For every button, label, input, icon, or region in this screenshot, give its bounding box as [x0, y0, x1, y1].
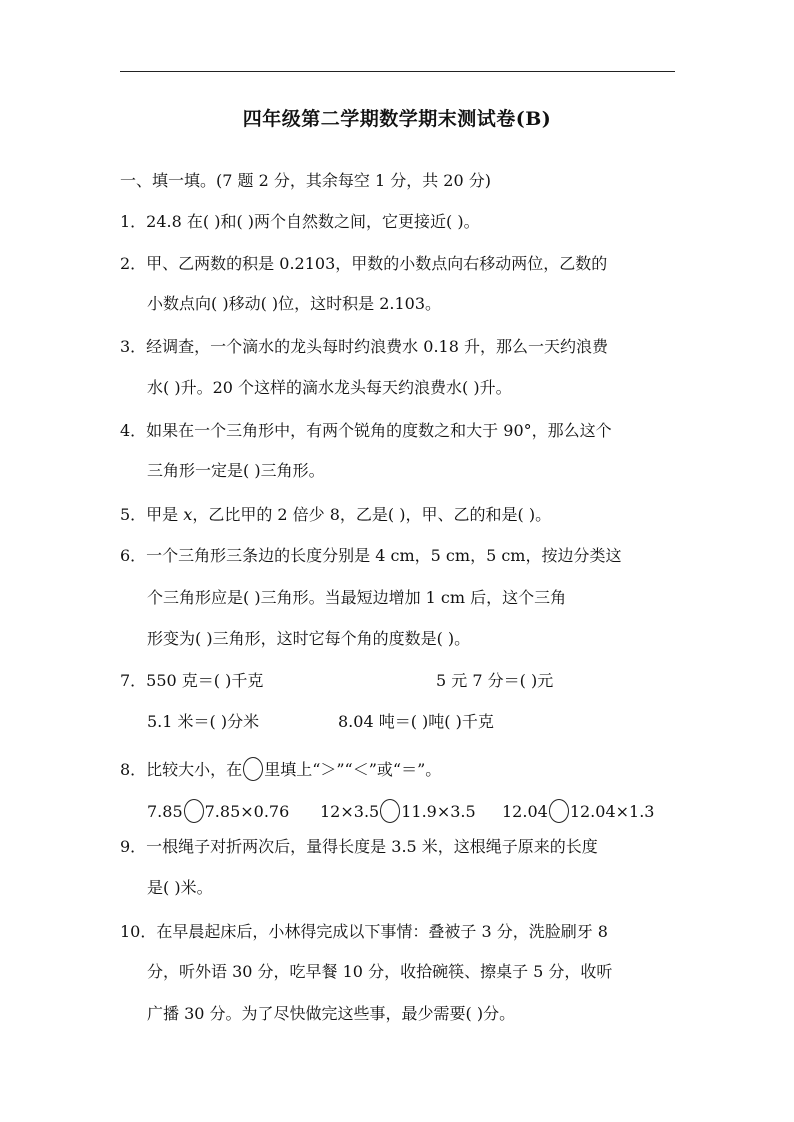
question-1: 1．24.8 在( )和( )两个自然数之间，它更接近( )。 [120, 212, 480, 231]
question-4-line-1: 4．如果在一个三角形中，有两个锐角的度数之和大于 90°，那么这个 [120, 421, 612, 440]
compare-1-left: 7.85 [147, 802, 183, 821]
section-heading: 一、填一填。(7 题 2 分，其余每空 1 分，共 20 分) [120, 171, 491, 190]
question-9-line-2: 是( )米。 [147, 878, 213, 897]
question-8 [120, 757, 441, 781]
question-3-line-2: 水( )升。20 个这样的滴水龙头每天约浪费水( )升。 [147, 378, 512, 397]
question-6-line-1: 6．一个三角形三条边的长度分别是 4 cm，5 cm，5 cm，按边分类这 [120, 546, 622, 565]
question-6-line-2: 个三角形应是( )三角形。当最短边增加 1 cm 后，这个三角 [147, 588, 567, 607]
question-3-line-1: 3．经调查，一个滴水的龙头每时约浪费水 0.18 升，那么一天约浪费 [120, 337, 608, 356]
compare-1-right: 7.85×0.76 [204, 802, 290, 821]
question-7-item-2: 5 元 7 分＝( )元 [436, 671, 554, 690]
question-8-suffix: 里填上“＞”“＜”或“＝”。 [264, 760, 442, 779]
question-10-line-1: 10．在早晨起床后，小林得完成以下事情：叠被子 3 分，洗脸刷牙 8 [120, 922, 608, 941]
question-5-suffix: ，乙比甲的 2 倍少 8，乙是( )，甲、乙的和是( )。 [192, 505, 552, 524]
question-6-line-3: 形变为( )三角形，这时它每个角的度数是( )。 [147, 629, 471, 648]
question-4-line-2: 三角形一定是( )三角形。 [147, 461, 325, 480]
question-9-line-1: 9．一根绳子对折两次后，量得长度是 3.5 米，这根绳子原来的长度 [120, 837, 598, 856]
compare-3-left: 12.04 [502, 802, 548, 821]
question-10-line-3: 广播 30 分。为了尽快做完这些事，最少需要( )分。 [147, 1004, 516, 1023]
variable-x: x [183, 505, 193, 524]
question-8-prefix: 8．比较大小，在 [120, 760, 243, 779]
compare-item-3 [502, 799, 654, 823]
compare-1-circle-icon[interactable] [184, 799, 204, 823]
header-rule [120, 71, 675, 72]
compare-item-1 [147, 799, 289, 823]
question-10-line-2: 分，听外语 30 分，吃早餐 10 分，收拾碗筷、擦桌子 5 分，收听 [147, 962, 613, 981]
compare-item-2 [320, 799, 476, 823]
question-2-line-2: 小数点向( )移动( )位，这时积是 2.103。 [147, 294, 442, 313]
question-2-line-1: 2．甲、乙两数的积是 0.2103，甲数的小数点向右移动两位，乙数的 [120, 254, 608, 273]
answer-circle-icon [243, 757, 263, 781]
compare-3-right: 12.04×1.3 [569, 802, 655, 821]
compare-2-left: 12×3.5 [320, 802, 380, 821]
question-7-item-1: 7．550 克＝( )千克 [120, 671, 264, 690]
question-7-item-3: 5.1 米＝( )分米 [147, 712, 260, 731]
question-5 [120, 505, 551, 525]
question-5-prefix: 5．甲是 [120, 505, 184, 524]
compare-2-right: 11.9×3.5 [401, 802, 476, 821]
compare-3-circle-icon[interactable] [549, 799, 569, 823]
page-title: 四年级第二学期数学期末测试卷(B) [242, 108, 552, 130]
question-7-item-4: 8.04 吨＝( )吨( )千克 [338, 712, 494, 731]
compare-2-circle-icon[interactable] [380, 799, 400, 823]
